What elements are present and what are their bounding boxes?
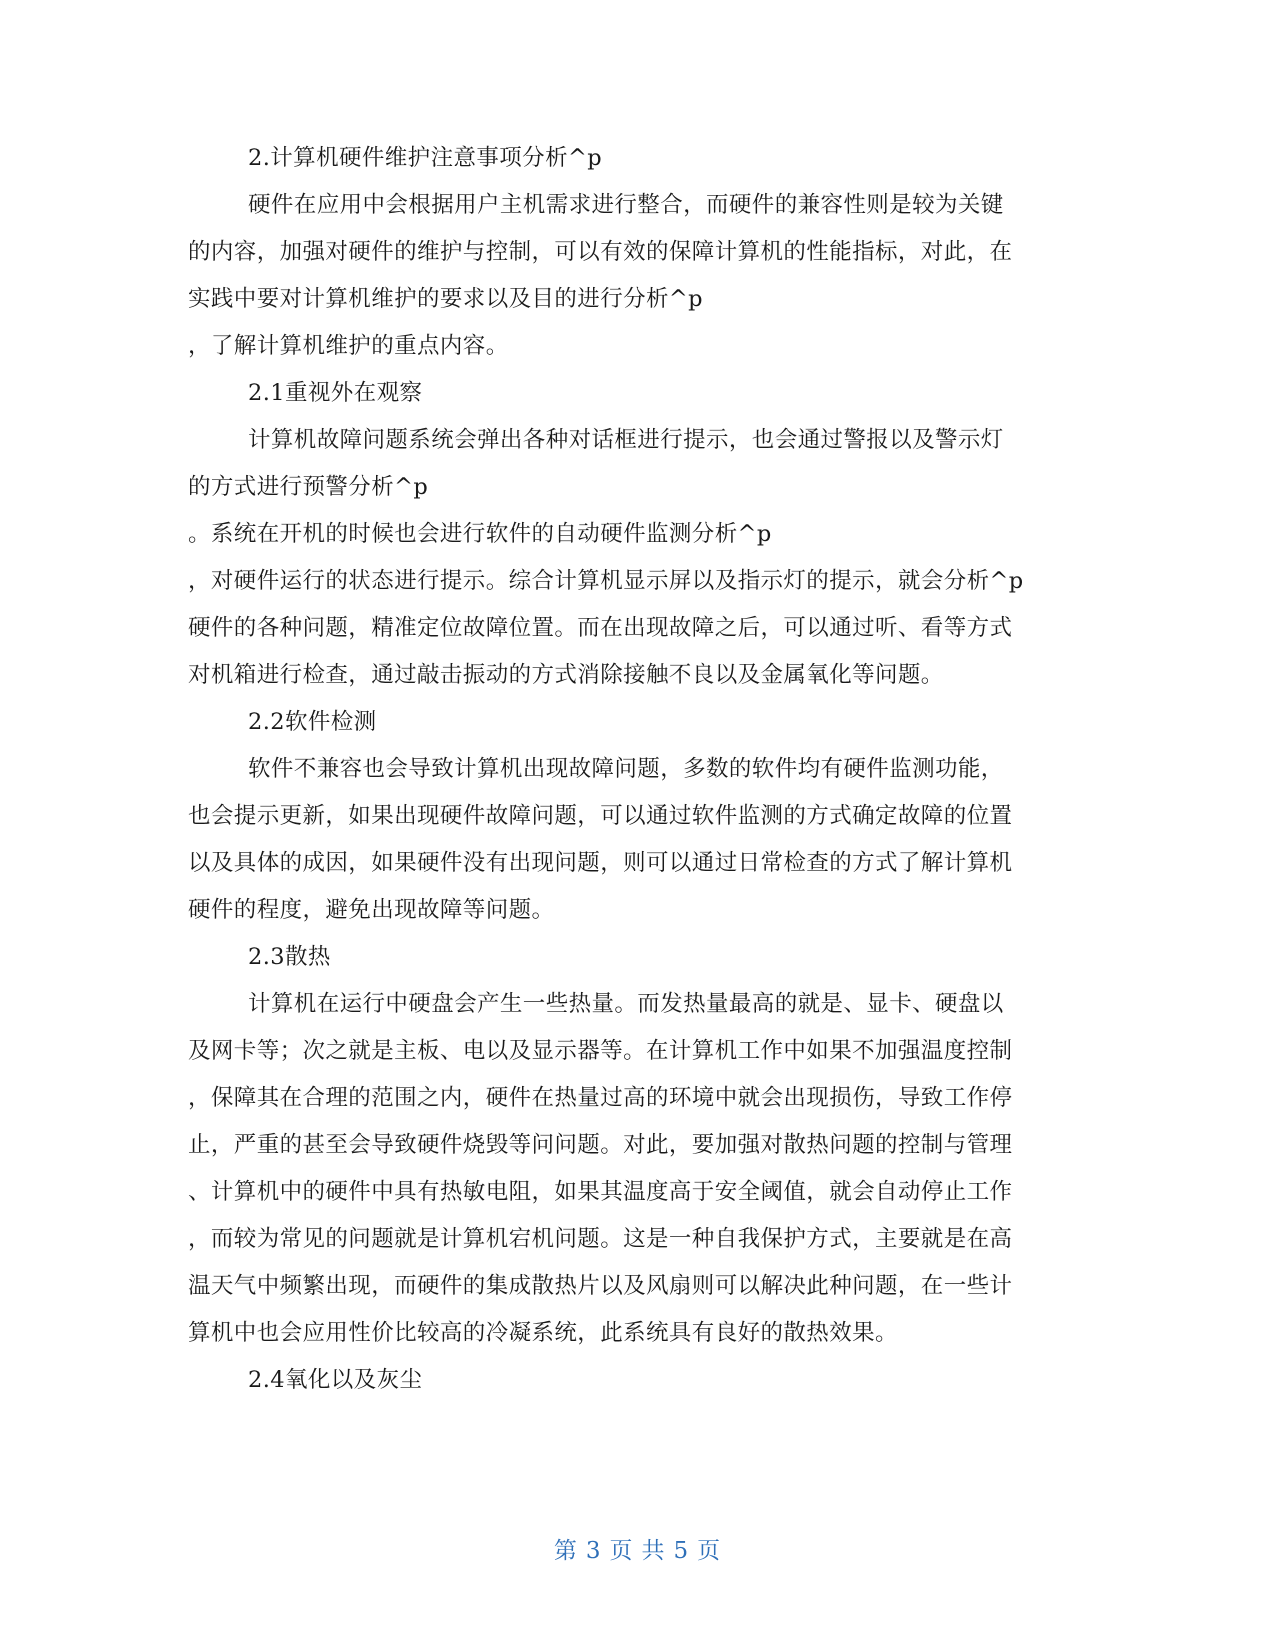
paragraph-line: 的内容，加强对硬件的维护与控制，可以有效的保障计算机的性能指标，对此，在 [188, 239, 1013, 265]
paragraph-line: 计算机在运行中硬盘会产生一些热量。而发热量最高的就是、显卡、硬盘以 [248, 991, 1004, 1017]
paragraph-line: 。系统在开机的时候也会进行软件的自动硬件监测分析^p [188, 521, 772, 547]
footer-total-word: 共 [641, 1538, 666, 1564]
paragraph-line: ，了解计算机维护的重点内容。 [188, 333, 509, 359]
paragraph-line: 温天气中频繁出现，而硬件的集成散热片以及风扇则可以解决此种问题，在一些计 [188, 1273, 1013, 1299]
paragraph-line: 的方式进行预警分析^p [188, 474, 429, 500]
paragraph-line: 实践中要对计算机维护的要求以及目的进行分析^p [188, 286, 703, 312]
footer-suffix: 页 [697, 1538, 722, 1564]
footer-total-pages: 5 [673, 1538, 690, 1564]
section-heading-2-4: 2.4氧化以及灰尘 [248, 1367, 423, 1393]
footer-current-page: 3 [585, 1538, 602, 1564]
paragraph-line: ，对硬件运行的状态进行提示。综合计算机显示屏以及指示灯的提示，就会分析^p [188, 568, 1024, 594]
paragraph-line: ，而较为常见的问题就是计算机宕机问题。这是一种自我保护方式，主要就是在高 [188, 1226, 1013, 1252]
section-heading-2-1: 2.1重视外在观察 [248, 380, 423, 406]
paragraph-line: 计算机故障问题系统会弹出各种对话框进行提示，也会通过警报以及警示灯 [248, 427, 1004, 453]
paragraph-line: 、计算机中的硬件中具有热敏电阻，如果其温度高于安全阈值，就会自动停止工作 [188, 1179, 1013, 1205]
paragraph-line: 硬件的各种问题，精准定位故障位置。而在出现故障之后，可以通过听、看等方式 [188, 615, 1013, 641]
paragraph-line: 硬件在应用中会根据用户主机需求进行整合，而硬件的兼容性则是较为关键 [248, 192, 1004, 218]
paragraph-line: 以及具体的成因，如果硬件没有出现问题，则可以通过日常检查的方式了解计算机 [188, 850, 1013, 876]
paragraph-line: 硬件的程度，避免出现故障等问题。 [188, 897, 555, 923]
section-heading-2: 2.计算机硬件维护注意事项分析^p [248, 145, 603, 171]
section-heading-2-3: 2.3散热 [248, 944, 331, 970]
paragraph-line: 对机箱进行检查，通过敲击振动的方式消除接触不良以及金属氧化等问题。 [188, 662, 944, 688]
footer-page-word: 页 [609, 1538, 634, 1564]
paragraph-line: 及网卡等；次之就是主板、电以及显示器等。在计算机工作中如果不加强温度控制 [188, 1038, 1013, 1064]
paragraph-line: 也会提示更新，如果出现硬件故障问题，可以通过软件监测的方式确定故障的位置 [188, 803, 1013, 829]
paragraph-line: ，保障其在合理的范围之内，硬件在热量过高的环境中就会出现损伤，导致工作停 [188, 1085, 1013, 1111]
paragraph-line: 软件不兼容也会导致计算机出现故障问题，多数的软件均有硬件监测功能， [248, 756, 1004, 782]
paragraph-line: 算机中也会应用性价比较高的冷凝系统，此系统具有良好的散热效果。 [188, 1320, 898, 1346]
paragraph-line: 止，严重的甚至会导致硬件烧毁等问问题。对此，要加强对散热问题的控制与管理 [188, 1132, 1013, 1158]
page-footer [0, 1536, 1275, 1566]
section-heading-2-2: 2.2软件检测 [248, 709, 377, 735]
footer-prefix: 第 [553, 1538, 578, 1564]
